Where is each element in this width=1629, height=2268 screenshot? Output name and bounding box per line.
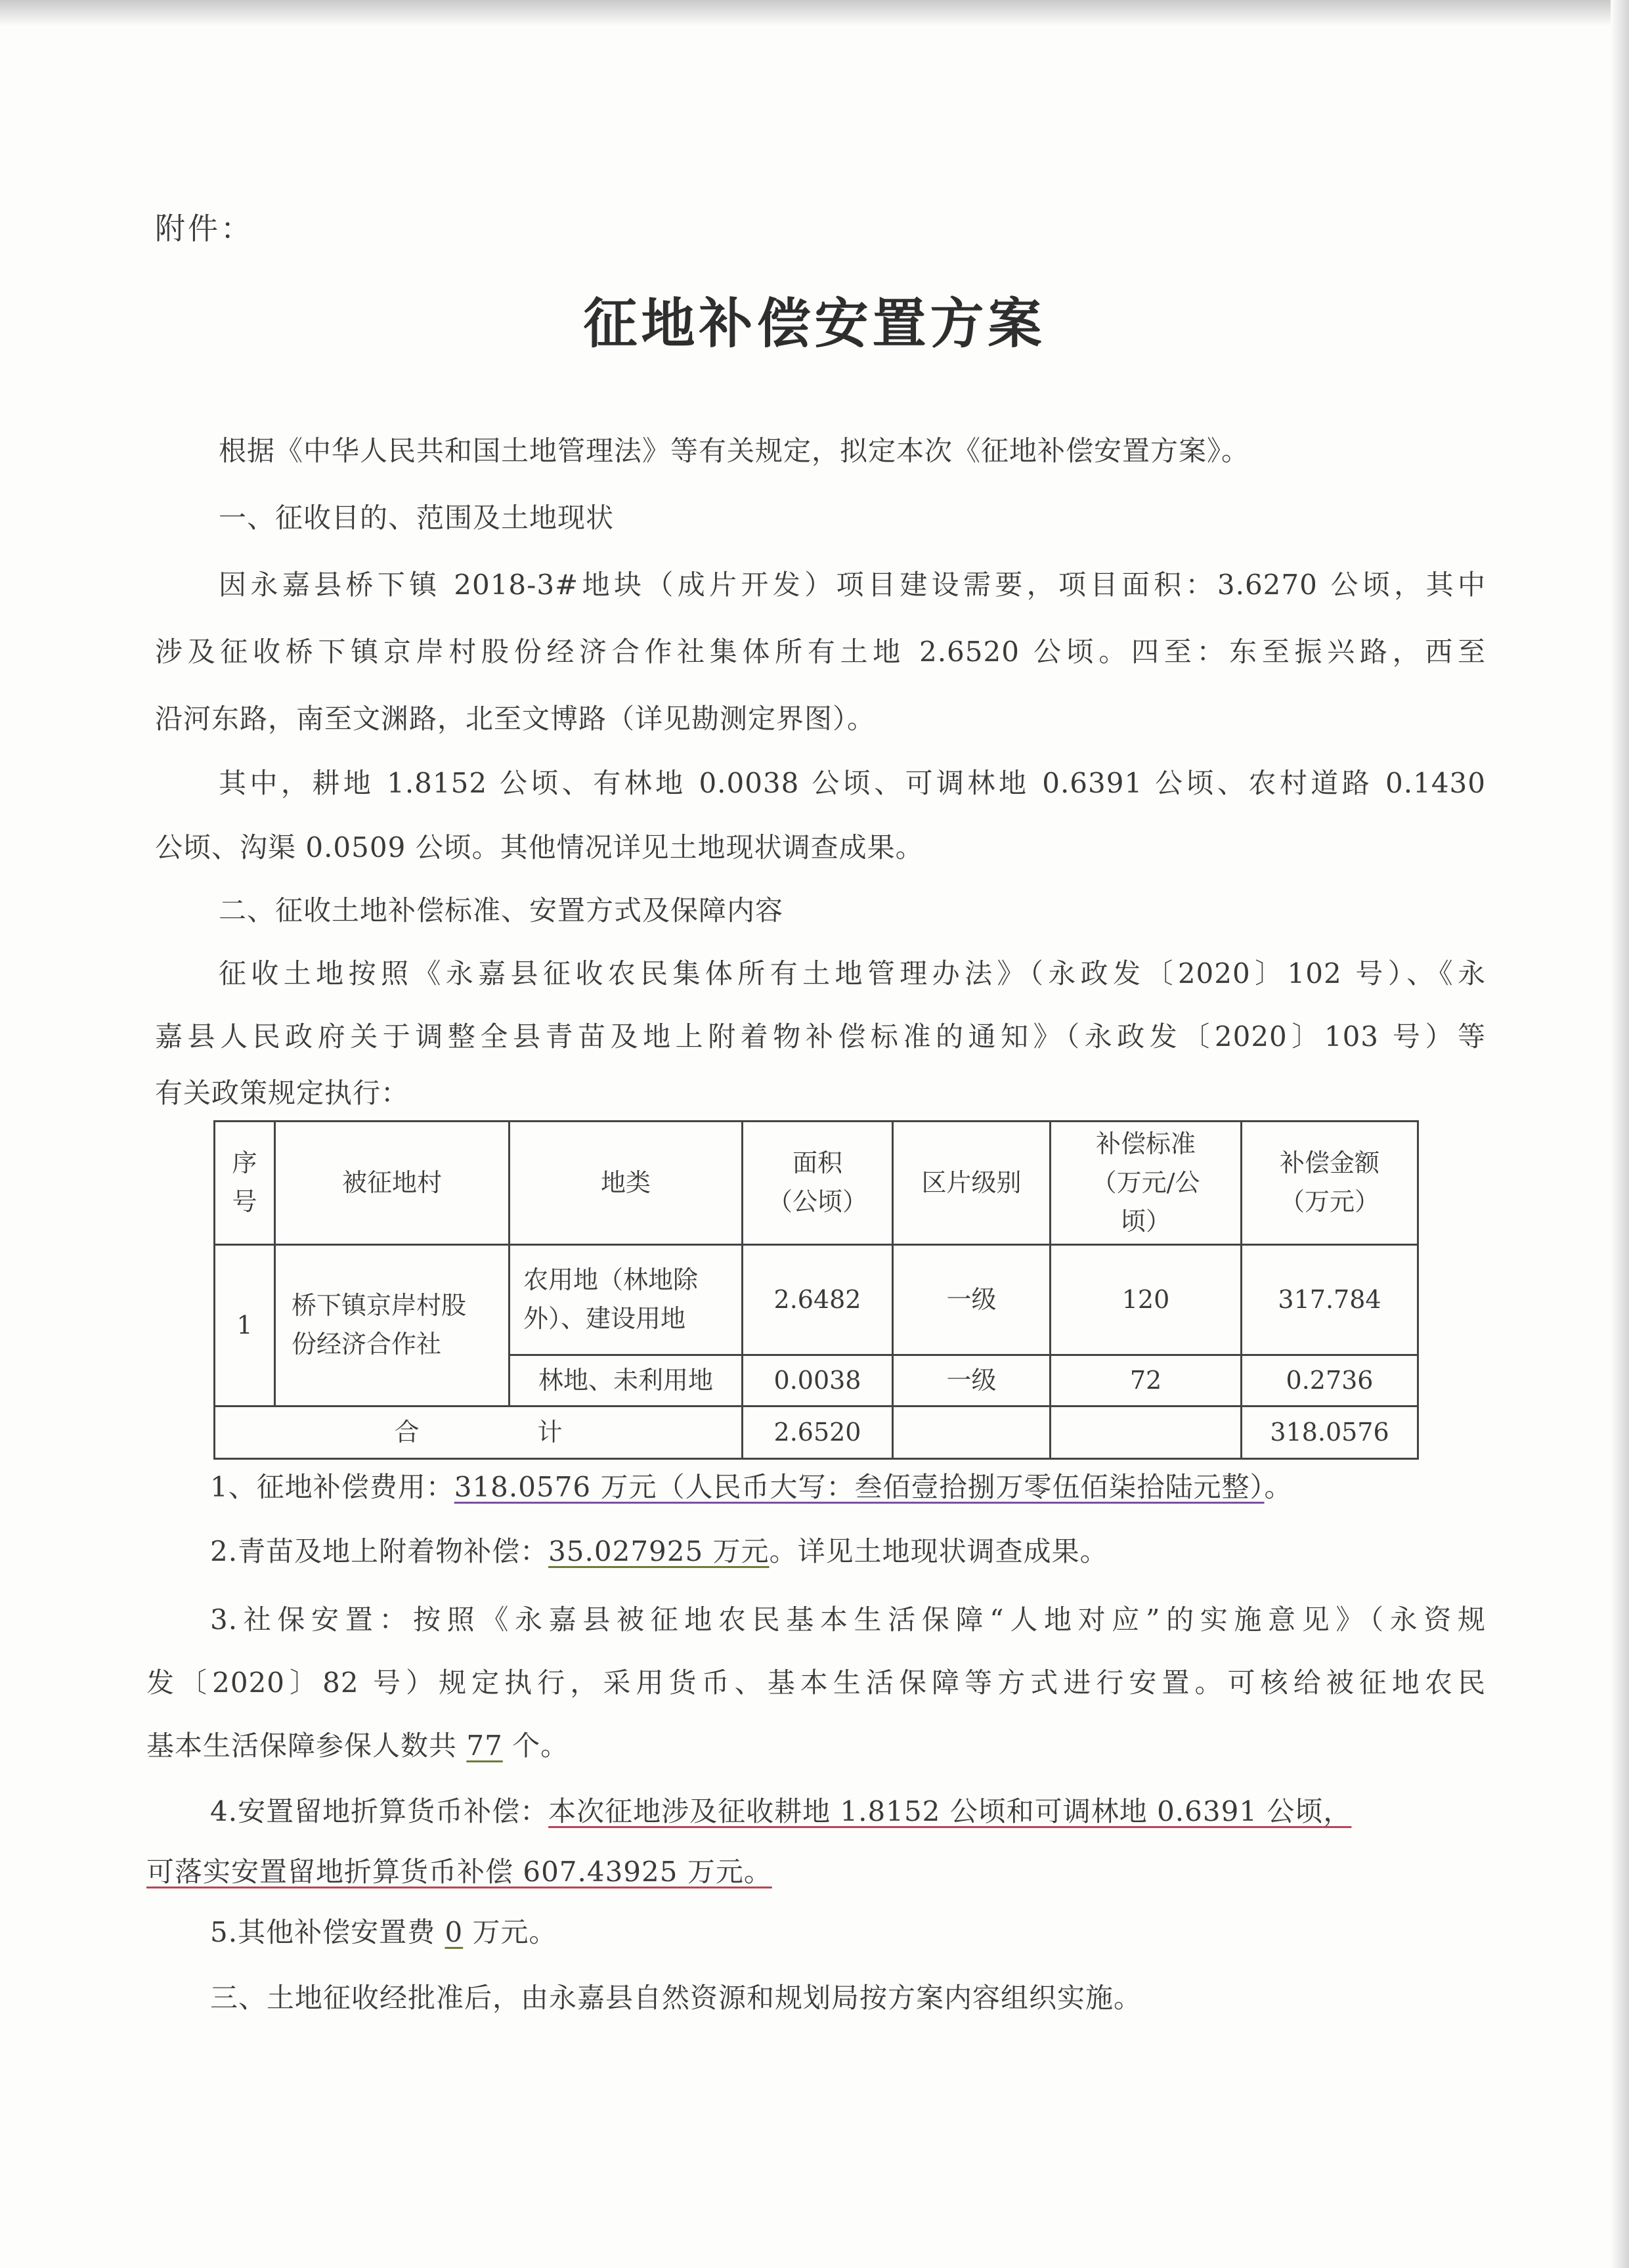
section2-p1-line3: 有关政策规定执行： [155, 1077, 410, 1109]
table-total-row [215, 1406, 1418, 1458]
item4-line1: 4.安置留地折算货币补偿：本次征地涉及征收耕地 1.8152 公顷和可调林地 0.6391 公顷， [210, 1795, 1352, 1827]
cell-empty [893, 1406, 1051, 1458]
cell-amount: 0.2736 [1242, 1355, 1418, 1406]
section1-p1-line1: 因永嘉县桥下镇 2018-3#地块（成片开发）项目建设需要，项目面积：3.6270 公顷，其中 [219, 569, 1486, 601]
section1-heading: 一、征收目的、范围及土地现状 [219, 502, 615, 534]
section2-heading: 二、征收土地补偿标准、安置方式及保障内容 [219, 894, 784, 927]
cell-area: 0.0038 [743, 1355, 893, 1406]
item4-value1: 本次征地涉及征收耕地 1.8152 公顷和可调林地 0.6391 公顷， [548, 1795, 1352, 1827]
header-standard: 补偿标准 （万元/公 顷） [1051, 1122, 1242, 1245]
compensation-table [213, 1120, 1419, 1460]
header-land-type: 地类 [510, 1122, 743, 1245]
document-title: 征地补偿安置方案 [583, 293, 1046, 355]
cell-total-label: 合 计 [215, 1406, 743, 1458]
section3-paragraph: 三、土地征收经批准后，由永嘉县自然资源和规划局按方案内容组织实施。 [210, 1982, 1142, 2014]
cell-empty [1051, 1406, 1242, 1458]
cell-area: 2.6482 [743, 1244, 893, 1355]
cell-amount: 317.784 [1242, 1244, 1418, 1355]
cell-seq: 1 [215, 1244, 275, 1406]
cell-zone-level: 一级 [893, 1244, 1051, 1355]
cell-zone-level: 一级 [893, 1355, 1051, 1406]
section1-p1-line3: 沿河东路，南至文渊路，北至文博路（详见勘测定界图）。 [155, 703, 876, 735]
item4-value2: 可落实安置留地折算货币补偿 607.43925 万元。 [146, 1856, 772, 1888]
header-village: 被征地村 [275, 1122, 510, 1245]
cell-standard: 72 [1051, 1355, 1242, 1406]
item3-line3: 基本生活保障参保人数共 77 个。 [146, 1730, 569, 1762]
item1-value: 318.0576 万元（人民币大写：叁佰壹拾捌万零伍佰柒拾陆元整） [454, 1471, 1265, 1503]
header-amount: 补偿金额 （万元） [1242, 1122, 1418, 1245]
item4-line2 [146, 1850, 772, 1890]
header-area: 面积 （公顷） [743, 1122, 893, 1245]
table-row [215, 1244, 1418, 1355]
section1-p2-line1: 其中，耕地 1.8152 公顷、有林地 0.0038 公顷、可调林地 0.6391 公顷、农村道路 0.1430 [219, 767, 1486, 799]
section1-p2-line2: 公顷、沟渠 0.0509 公顷。其他情况详见土地现状调查成果。 [155, 831, 924, 863]
attachment-label: 附件： [155, 211, 253, 246]
item5-value: 0 [445, 1916, 464, 1948]
header-seq: 序 号 [215, 1122, 275, 1245]
item3-line1: 3.社保安置：按照《永嘉县被征地农民基本生活保障“人地对应”的实施意见》（永资规 [210, 1603, 1486, 1636]
item3-line2: 发〔2020〕82 号）规定执行，采用货币、基本生活保障等方式进行安置。可核给被征地农民 [146, 1667, 1486, 1699]
cell-total-amount: 318.0576 [1242, 1406, 1418, 1458]
scan-shadow-top [0, 0, 1629, 26]
item2-value: 35.027925 万元 [548, 1535, 770, 1567]
item2-line: 2.青苗及地上附着物补偿：35.027925 万元。详见土地现状调查成果。 [210, 1535, 1108, 1567]
section1-p1-line2: 涉及征收桥下镇京岸村股份经济合作社集体所有土地 2.6520 公顷。四至：东至振兴路，西至 [155, 636, 1486, 668]
section2-p1-line2: 嘉县人民政府关于调整全县青苗及地上附着物补偿标准的通知》（永政发〔2020〕103 号）等 [155, 1020, 1486, 1053]
intro-paragraph: 根据《中华人民共和国土地管理法》等有关规定，拟定本次《征地补偿安置方案》。 [219, 435, 1250, 467]
cell-land-type: 农用地（林地除 外）、建设用地 [510, 1244, 743, 1355]
section2-p1-line1: 征收土地按照《永嘉县征收农民集体所有土地管理办法》（永政发〔2020〕102 号）、《永 [219, 957, 1486, 990]
header-zone-level: 区片级别 [893, 1122, 1051, 1245]
cell-village: 桥下镇京岸村股 份经济合作社 [275, 1244, 510, 1406]
item3-count: 77 [466, 1730, 503, 1762]
cell-standard: 120 [1051, 1244, 1242, 1355]
item5-line: 5.其他补偿安置费 0 万元。 [210, 1916, 557, 1948]
item1-line: 1、征地补偿费用：318.0576 万元（人民币大写：叁佰壹拾捌万零伍佰柒拾陆元整）。 [210, 1471, 1293, 1503]
cell-land-type: 林地、未利用地 [510, 1355, 743, 1406]
table-header-row [215, 1122, 1418, 1245]
cell-total-area: 2.6520 [743, 1406, 893, 1458]
